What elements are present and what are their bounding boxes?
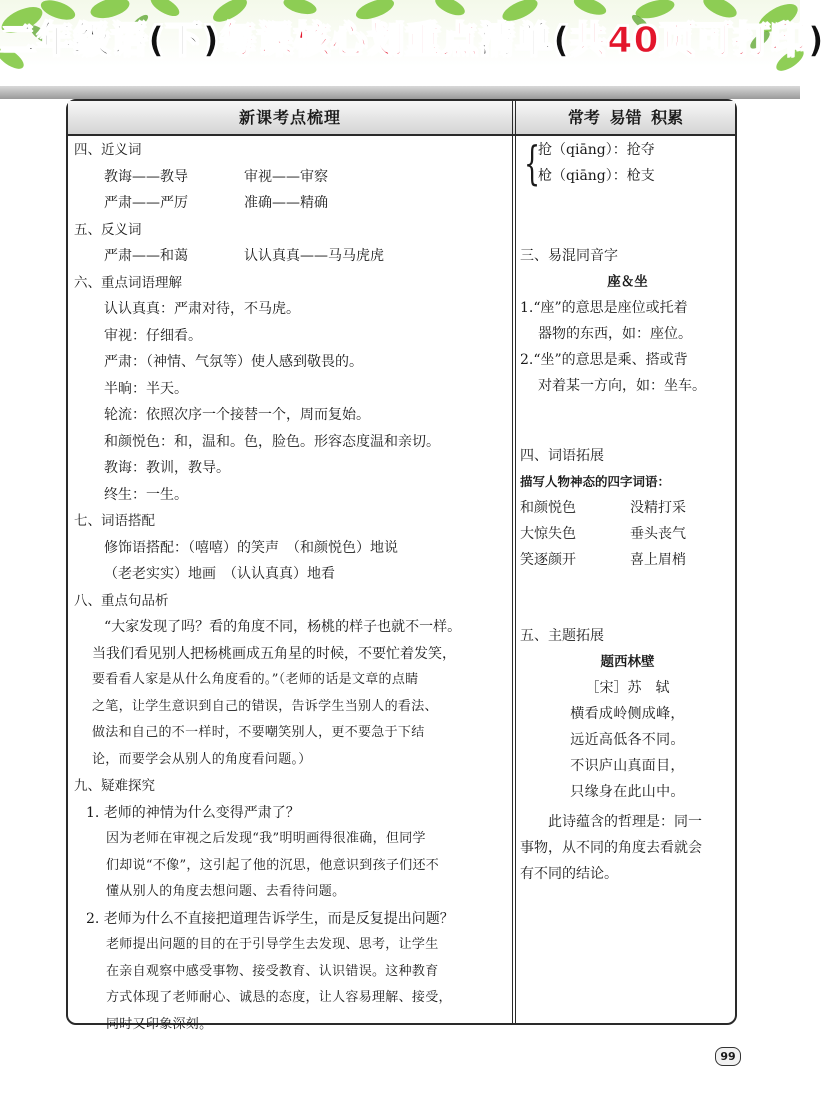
answer-line: 们却说“不像”，这引起了他的沉思，他意识到孩子们还不 (106, 857, 440, 873)
answer-line: 老师提出问题的目的在于引导学生去发现、思考，让学生 (106, 937, 439, 952)
poem-line: 不识庐山真面目， (570, 758, 685, 774)
four-char-word: 笑逐颜开 (520, 552, 576, 568)
word-expansion-subtitle: 描写人物神态的四字词语： (520, 474, 671, 489)
homophone-item: 1.“座”的意思是座位或托着 (520, 300, 688, 316)
section-antonyms-title: 五、反义词 (74, 221, 142, 238)
section-synonyms-title: 四、近义词 (74, 142, 142, 158)
polyphone-item: 枪（qiāng）：枪支 (538, 168, 655, 184)
banner-title-part2: 每课核心划重点 (219, 20, 479, 61)
answer-line: 在亲自观察中感受事物、接受教育、认识错误。这种教育 (106, 963, 439, 979)
four-char-word: 和颜悦色 (520, 500, 576, 516)
collocation-line: （老老实实）地画 （认认真真）地看 (104, 566, 335, 582)
homophone-item: 器物的东西，如：座位。 (538, 326, 692, 342)
antonym-row (74, 243, 510, 270)
synonym-pair: 审视——审察 (244, 168, 328, 185)
poem-line: 只缘身在此山中。 (570, 784, 685, 800)
poem-line: 远近高低各不同。 (570, 732, 685, 748)
analysis-line: “大家发现了吗？看的角度不同，杨桃的样子也就不一样。 (104, 619, 462, 635)
answer-line: 同时又印象深刻。 (106, 1016, 213, 1032)
definition-item: 审视：仔细看。 (104, 327, 202, 344)
four-char-word: 喜上眉梢 (630, 552, 686, 568)
question-1: 1. 老师的神情为什么变得严肃了？ (86, 804, 300, 821)
poem-note-line: 事物，从不同的角度去看就会 (520, 840, 702, 856)
homophone-item: 2.“坐”的意思是乘、搭或背 (520, 352, 688, 368)
definition-item: 认认真真：严肃对待，不马虎。 (104, 301, 300, 317)
section-difficult-questions-title: 九、疑难探究 (74, 778, 155, 794)
polyphone-group (520, 137, 735, 191)
word-row (520, 547, 735, 573)
analysis-line: 论，而要学会从别人的角度看问题。） (92, 751, 312, 767)
four-char-word: 没精打采 (630, 500, 686, 516)
poem-note-line: 有不同的结论。 (520, 866, 618, 882)
synonym-row (74, 190, 510, 217)
section-homophones-title: 三、易混同音字 (520, 248, 618, 264)
poem-line: 横看成岭侧成峰， (570, 706, 685, 722)
word-row (520, 521, 735, 547)
left-column-header: 新课考点梳理 (238, 108, 341, 127)
section-theme-title: 五、主题拓展 (520, 628, 604, 644)
antonym-pair: 认认真真——马马虎虎 (244, 248, 384, 264)
section-key-words-title: 六、重点词语理解 (74, 274, 182, 291)
definition-item: 严肃：（神情、气氛等）使人感到敬畏的。 (104, 354, 363, 370)
banner-title-part5: ) (807, 20, 825, 61)
definition-item: 轮流：依照次序一个接替一个，周而复始。 (104, 407, 370, 423)
poem-author: ［宋］苏 轼 (585, 680, 670, 696)
page-number: 99 (715, 1047, 741, 1066)
banner-title (0, 12, 825, 63)
polyphone-item: 抢（qiāng）：抢夺 (538, 142, 655, 158)
analysis-line: 要看看人家是从什么角度看的。”（老师的话是文章的点睛 (92, 672, 419, 687)
section-word-expansion-title: 四、词语拓展 (520, 448, 604, 464)
question-2: 2. 老师为什么不直接把道理告诉学生，而是反复提出问题？ (86, 910, 454, 927)
section-collocation-title: 七、词语搭配 (74, 513, 155, 529)
banner-title-part1: 二年级语(下) (0, 20, 220, 61)
synonym-pair: 严肃——严厉 (104, 195, 188, 211)
banner-title-part3: 清单( (478, 20, 571, 61)
column-divider (512, 101, 516, 1023)
analysis-line: 之笔，让学生意识到自己的错误，告诉学生当别人的看法、 (92, 698, 438, 714)
poem-note-line: 此诗蕴含的哲理是：同一 (548, 814, 702, 830)
brace-symbol: { (524, 136, 541, 190)
page-banner (0, 0, 825, 78)
table-header-row (68, 101, 735, 136)
four-char-word: 垂头丧气 (630, 526, 686, 542)
poem-title: 题西林壁 (600, 654, 655, 670)
synonym-pair: 准确——精确 (244, 195, 328, 211)
content-table (66, 99, 737, 1032)
definition-item: 教诲：教训，教导。 (104, 460, 230, 476)
homophone-item: 对着某一方向，如：坐车。 (538, 378, 706, 394)
answer-line: 因为老师在审视之后发现“我”明明画得很准确，但同学 (106, 831, 426, 846)
homophones-subtitle: 座＆坐 (607, 274, 648, 290)
synonym-row (74, 164, 510, 191)
analysis-line: 做法和自己的不一样时，不要嘲笑别人，更不要急于下结 (92, 725, 425, 740)
four-char-word: 大惊失色 (520, 526, 576, 542)
right-column-header: 常考 易错 积累 (567, 108, 684, 127)
section-sentence-analysis-title: 八、重点句品析 (74, 592, 169, 609)
collocation-line: 修饰语搭配：（嘻嘻）的笑声 （和颜悦色）地说 (104, 539, 398, 556)
answer-line: 方式体现了老师耐心、诚恳的态度，让人容易理解、接受， (106, 990, 452, 1005)
header-divider-bar (0, 86, 800, 99)
banner-title-part4: 共40页可打印 (570, 20, 808, 61)
right-column (520, 137, 735, 887)
left-column (74, 137, 510, 1038)
definition-item: 半晌：半天。 (104, 380, 188, 397)
analysis-line: 当我们看见别人把杨桃画成五角星的时候，不要忙着发笑， (92, 645, 456, 662)
definition-item: 终生：一生。 (104, 486, 188, 503)
answer-line: 懂从别人的角度去想问题、去看待问题。 (106, 884, 346, 899)
synonym-pair: 教诲——教导 (104, 168, 188, 185)
word-row (520, 495, 735, 521)
antonym-pair: 严肃——和蔼 (104, 248, 188, 264)
definition-item: 和颜悦色：和，温和。色，脸色。形容态度温和亲切。 (104, 433, 440, 450)
